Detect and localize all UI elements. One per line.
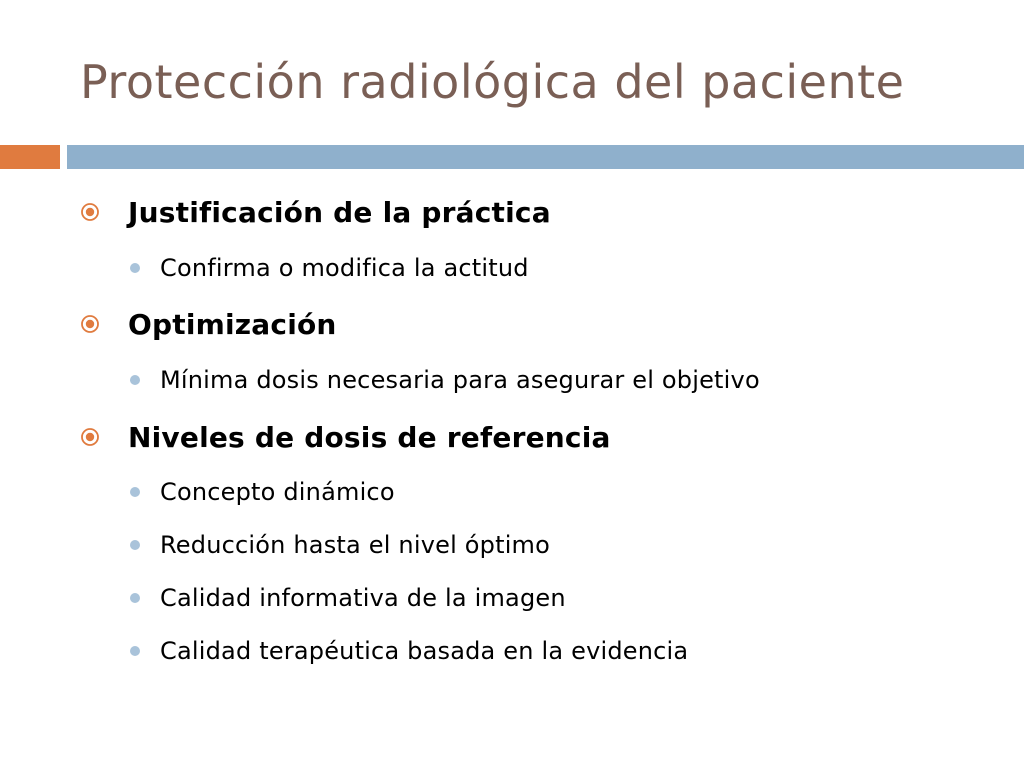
list-item — [130, 633, 688, 669]
list-item-text: Confirma o modifica la actitud — [160, 254, 529, 282]
list-item — [130, 250, 529, 286]
list-item-text: Mínima dosis necesaria para asegurar el objetivo — [160, 366, 760, 394]
section-heading — [80, 417, 611, 457]
bullet-dot-icon — [130, 540, 140, 550]
section-heading-text: Optimización — [128, 307, 337, 341]
section-heading — [80, 304, 337, 344]
bullet-dot-icon — [130, 646, 140, 656]
circle-dot-icon — [80, 202, 100, 222]
section-heading — [80, 192, 551, 232]
list-item-text: Calidad terapéutica basada en la evidencia — [160, 637, 689, 665]
section-heading-text: Niveles de dosis de referencia — [128, 420, 611, 454]
list-item — [130, 527, 550, 563]
bullet-dot-icon — [130, 593, 140, 603]
list-item — [130, 580, 566, 616]
list-item — [130, 474, 395, 510]
circle-dot-icon — [80, 427, 100, 447]
list-item — [130, 362, 760, 398]
bullet-dot-icon — [130, 375, 140, 385]
slide-title: Protección radiológica del paciente — [80, 55, 905, 109]
list-item-text: Reducción hasta el nivel óptimo — [160, 531, 551, 559]
bullet-dot-icon — [130, 487, 140, 497]
list-item-text: Calidad informativa de la imagen — [160, 584, 566, 612]
list-item-text: Concepto dinámico — [160, 478, 395, 506]
circle-dot-icon — [80, 314, 100, 334]
section-heading-text: Justificación de la práctica — [128, 195, 551, 229]
bullet-dot-icon — [130, 263, 140, 273]
